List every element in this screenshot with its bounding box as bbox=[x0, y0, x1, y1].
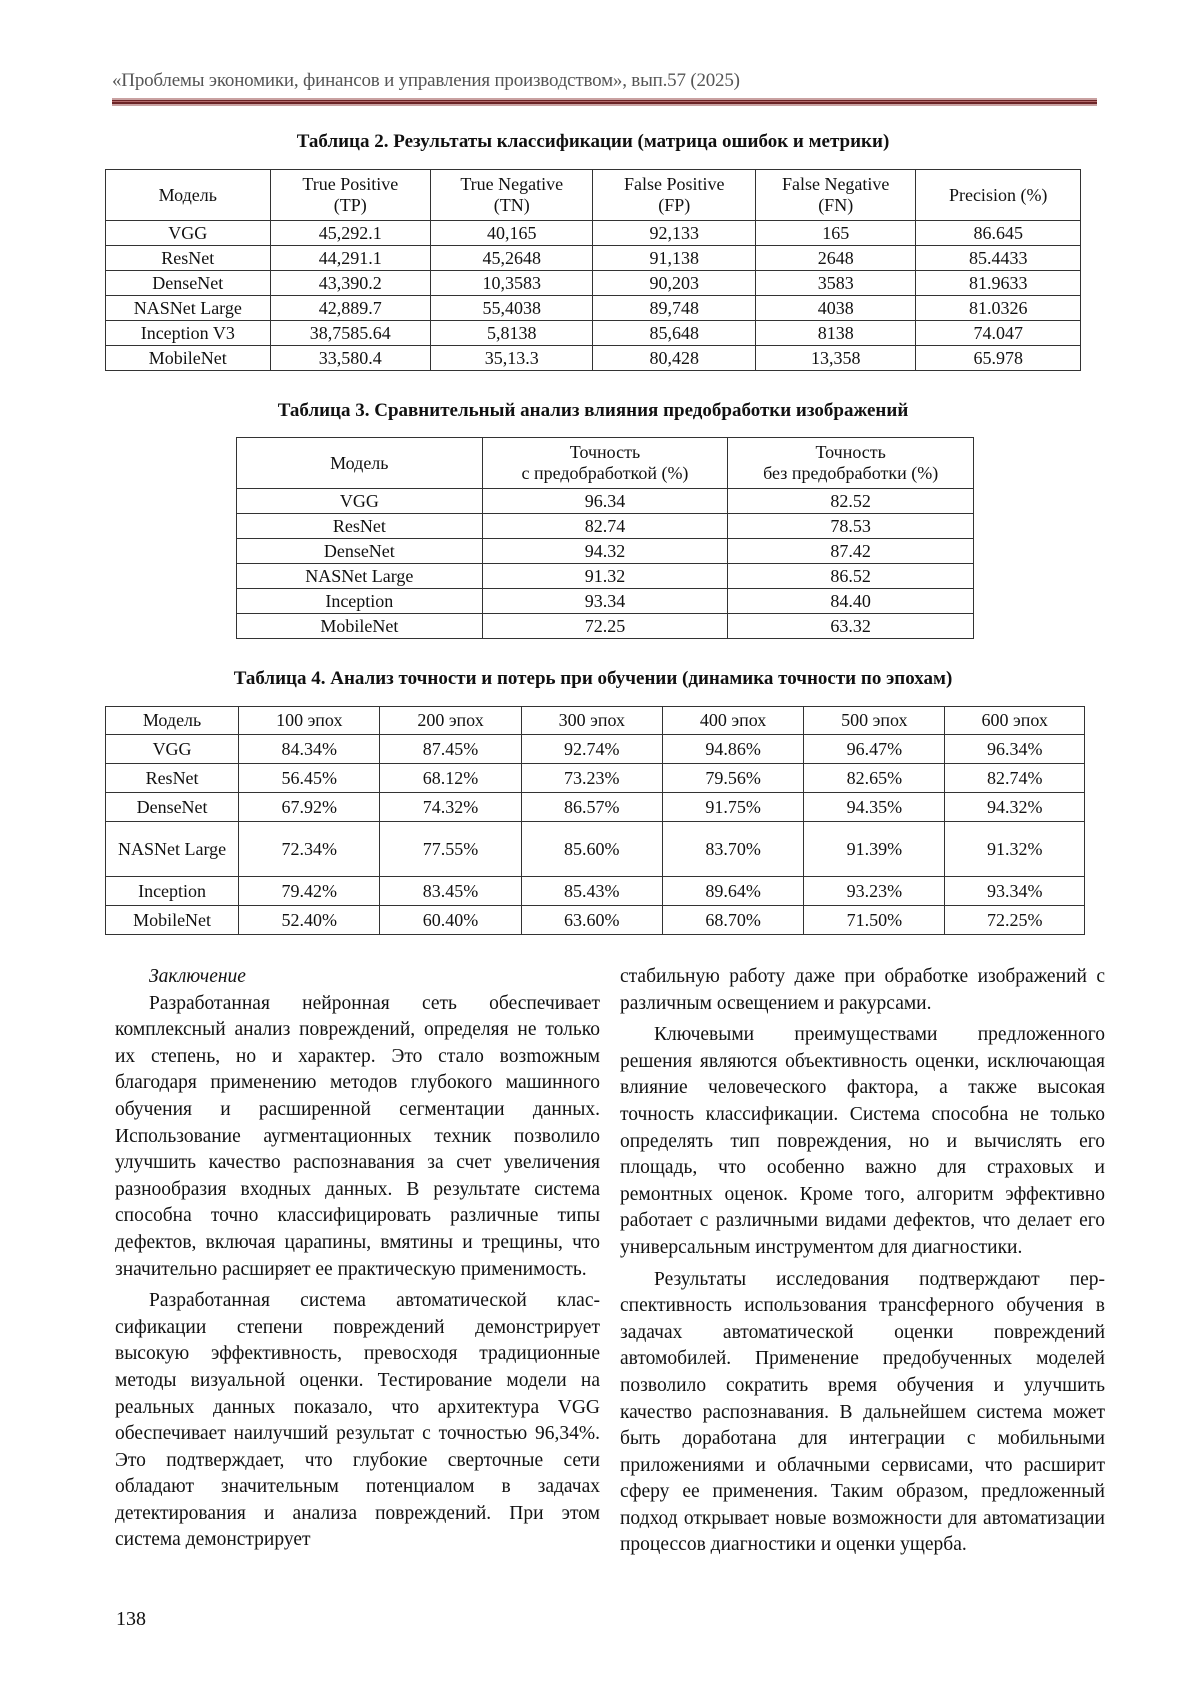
value-cell: 72.25 bbox=[482, 614, 728, 639]
value-cell: 90,203 bbox=[593, 271, 756, 296]
value-cell: 85.60% bbox=[521, 822, 662, 877]
value-cell: 45,2648 bbox=[430, 246, 593, 271]
value-cell: 80,428 bbox=[593, 346, 756, 371]
model-name-cell: NASNet Large bbox=[106, 296, 271, 321]
page-number: 138 bbox=[116, 1608, 146, 1630]
value-cell: 87.42 bbox=[728, 539, 974, 564]
column-header-line: False Positive bbox=[623, 174, 725, 194]
value-cell: 35,13.3 bbox=[430, 346, 593, 371]
model-name-cell: DenseNet bbox=[106, 271, 271, 296]
value-cell: 79.56% bbox=[662, 764, 803, 793]
header-rule bbox=[112, 98, 1097, 106]
column-header bbox=[755, 170, 915, 221]
value-cell: 43,390.2 bbox=[270, 271, 430, 296]
paragraph: Разработанная нейронная сеть обеспечивает комплексный анализ повреждений, определяя не только их степень, но и характер. Это стало возmожным благодаря применению методов глубокого машинного обучения и расширенной сегментации данных. Использование аугментационных техник позволило улучшить качество распознавания за счет увеличения разнообразия входных данных. В результате система способна точно классифицировать различные типы дефектов, включая царапины, вмятины и трещины, что значительно расширяет ее практическую применимость. bbox=[115, 992, 600, 1280]
value-cell: 33,580.4 bbox=[270, 346, 430, 371]
value-cell: 94.35% bbox=[804, 793, 945, 822]
left-column bbox=[115, 964, 600, 1554]
value-cell: 92.74% bbox=[521, 735, 662, 764]
table2-header-row bbox=[106, 170, 1081, 221]
column-header-line: (TN) bbox=[493, 195, 530, 215]
column-header bbox=[593, 170, 756, 221]
table3-caption: Таблица 3. Сравнительный анализ влияния предобработки изображений bbox=[277, 400, 909, 421]
table-row bbox=[237, 589, 974, 614]
value-cell: 5,8138 bbox=[430, 321, 593, 346]
column-header-line: Модель bbox=[330, 452, 389, 473]
column-header: 500 эпох bbox=[804, 707, 945, 735]
journal-title: «Проблемы экономики, финансов и управления производством», вып.57 (2025) bbox=[112, 70, 740, 91]
value-cell: 91.75% bbox=[662, 793, 803, 822]
value-cell: 82.65% bbox=[804, 764, 945, 793]
table-row bbox=[106, 877, 1085, 906]
value-cell: 68.70% bbox=[662, 906, 803, 935]
value-cell: 92,133 bbox=[593, 221, 756, 246]
table4-caption: Таблица 4. Анализ точности и потерь при обучении (динамика точности по эпохам) bbox=[233, 668, 953, 689]
value-cell: 77.55% bbox=[380, 822, 521, 877]
column-header bbox=[237, 438, 483, 489]
table2-caption: Таблица 2. Результаты классификации (матрица ошибок и метрики) bbox=[296, 131, 890, 152]
value-cell: 91,138 bbox=[593, 246, 756, 271]
running-header bbox=[112, 70, 1097, 106]
table3-preprocessing-comparison bbox=[236, 437, 974, 639]
value-cell: 165 bbox=[755, 221, 915, 246]
table-row bbox=[106, 346, 1081, 371]
value-cell: 94.32 bbox=[482, 539, 728, 564]
value-cell: 42,889.7 bbox=[270, 296, 430, 321]
value-cell: 2648 bbox=[755, 246, 915, 271]
value-cell: 91.39% bbox=[804, 822, 945, 877]
value-cell: 86.52 bbox=[728, 564, 974, 589]
value-cell: 78.53 bbox=[728, 514, 974, 539]
model-name-cell: MobileNet bbox=[106, 346, 271, 371]
model-name-cell: Inception bbox=[237, 589, 483, 614]
table2-body bbox=[106, 221, 1081, 371]
value-cell: 74.047 bbox=[916, 321, 1081, 346]
value-cell: 96.34% bbox=[945, 735, 1085, 764]
column-header bbox=[728, 438, 974, 489]
column-header bbox=[430, 170, 593, 221]
value-cell: 8138 bbox=[755, 321, 915, 346]
column-header bbox=[270, 170, 430, 221]
value-cell: 13,358 bbox=[755, 346, 915, 371]
table2-classification-results bbox=[105, 169, 1081, 371]
value-cell: 91.32 bbox=[482, 564, 728, 589]
value-cell: 45,292.1 bbox=[270, 221, 430, 246]
value-cell: 85.4433 bbox=[916, 246, 1081, 271]
model-name-cell: DenseNet bbox=[237, 539, 483, 564]
value-cell: 86.645 bbox=[916, 221, 1081, 246]
model-name-cell: VGG bbox=[237, 489, 483, 514]
value-cell: 68.12% bbox=[380, 764, 521, 793]
column-header-line: (FP) bbox=[658, 195, 691, 215]
value-cell: 52.40% bbox=[239, 906, 380, 935]
model-name-cell: VGG bbox=[106, 221, 271, 246]
table-row bbox=[237, 514, 974, 539]
value-cell: 55,4038 bbox=[430, 296, 593, 321]
right-column bbox=[620, 964, 1105, 1559]
column-header bbox=[916, 170, 1081, 221]
column-header bbox=[482, 438, 728, 489]
value-cell: 63.60% bbox=[521, 906, 662, 935]
column-header-line: без предобработки (%) bbox=[763, 463, 939, 483]
value-cell: 87.45% bbox=[380, 735, 521, 764]
model-name-cell: DenseNet bbox=[106, 793, 239, 822]
value-cell: 63.32 bbox=[728, 614, 974, 639]
column-header-line: (FN) bbox=[818, 195, 854, 215]
value-cell: 94.32% bbox=[945, 793, 1085, 822]
value-cell: 83.70% bbox=[662, 822, 803, 877]
column-header: 300 эпох bbox=[521, 707, 662, 735]
value-cell: 71.50% bbox=[804, 906, 945, 935]
value-cell: 86.57% bbox=[521, 793, 662, 822]
value-cell: 10,3583 bbox=[430, 271, 593, 296]
value-cell: 84.40 bbox=[728, 589, 974, 614]
model-name-cell: MobileNet bbox=[106, 906, 239, 935]
value-cell: 93.34 bbox=[482, 589, 728, 614]
table-row bbox=[106, 296, 1081, 321]
value-cell: 79.42% bbox=[239, 877, 380, 906]
table-row bbox=[106, 906, 1085, 935]
table3-header-row bbox=[237, 438, 974, 489]
value-cell: 73.23% bbox=[521, 764, 662, 793]
value-cell: 38,7585.64 bbox=[270, 321, 430, 346]
value-cell: 44,291.1 bbox=[270, 246, 430, 271]
table-row bbox=[237, 489, 974, 514]
value-cell: 91.32% bbox=[945, 822, 1085, 877]
table4-header-row bbox=[106, 707, 1085, 735]
value-cell: 85,648 bbox=[593, 321, 756, 346]
value-cell: 89,748 bbox=[593, 296, 756, 321]
value-cell: 72.34% bbox=[239, 822, 380, 877]
value-cell: 93.34% bbox=[945, 877, 1085, 906]
table-row bbox=[237, 614, 974, 639]
paragraph: Ключевыми преимуществами предложенного решения являются объективность оценки, исключающая влияние человеческого фактора, а также высокая точность классификации. Система способна не только определять тип повреждения, но и вычислять его площадь, что особенно важно для страховых и ремонтных оценок. Кроме того, алгоритм эффективно работает с различными видами дефектов, что делает его универсальным инструментом для диагностики. bbox=[620, 1024, 1105, 1258]
value-cell: 4038 bbox=[755, 296, 915, 321]
paragraph: Результаты исследования подтверждают перспективность использования трансферного обучения в задачах автоматической оценки повреждений автомобилей. Применение предобученных моделей позволило сократить время обучения и улучшить качество распознавания. В дальнейшем система может быть доработана для интеграции с мобильными приложениями и облачными сервисами, что расширит сферу ее применения. Таким образом, предложенный подход открывает новые возможности для автоматизации процессов диагностики и оценки ущерба. bbox=[620, 1268, 1105, 1556]
value-cell: 83.45% bbox=[380, 877, 521, 906]
value-cell: 82.52 bbox=[728, 489, 974, 514]
value-cell: 56.45% bbox=[239, 764, 380, 793]
table-row bbox=[106, 764, 1085, 793]
table-row bbox=[106, 822, 1085, 877]
model-name-cell: ResNet bbox=[106, 246, 271, 271]
column-header: Модель bbox=[106, 707, 239, 735]
model-name-cell: MobileNet bbox=[237, 614, 483, 639]
section-heading-conclusion: Заключение bbox=[149, 966, 246, 987]
model-name-cell: NASNet Large bbox=[237, 564, 483, 589]
column-header-line: True Negative bbox=[460, 174, 564, 194]
model-name-cell: Inception bbox=[106, 877, 239, 906]
table-row bbox=[106, 246, 1081, 271]
value-cell: 81.9633 bbox=[916, 271, 1081, 296]
model-name-cell: NASNet Large bbox=[106, 822, 239, 877]
value-cell: 67.92% bbox=[239, 793, 380, 822]
model-name-cell: Inception V3 bbox=[106, 321, 271, 346]
value-cell: 96.47% bbox=[804, 735, 945, 764]
value-cell: 96.34 bbox=[482, 489, 728, 514]
value-cell: 40,165 bbox=[430, 221, 593, 246]
column-header-line: (TP) bbox=[333, 195, 367, 215]
column-header-line: с предобработкой (%) bbox=[521, 463, 689, 483]
table4-body bbox=[106, 735, 1085, 935]
value-cell: 72.25% bbox=[945, 906, 1085, 935]
table-row bbox=[106, 271, 1081, 296]
model-name-cell: ResNet bbox=[237, 514, 483, 539]
value-cell: 81.0326 bbox=[916, 296, 1081, 321]
value-cell: 85.43% bbox=[521, 877, 662, 906]
table-row bbox=[237, 539, 974, 564]
column-header-line: Точность bbox=[815, 442, 886, 462]
column-header: 400 эпох bbox=[662, 707, 803, 735]
model-name-cell: VGG bbox=[106, 735, 239, 764]
column-header-line: Precision (%) bbox=[948, 184, 1048, 205]
table3-body bbox=[237, 489, 974, 639]
value-cell: 3583 bbox=[755, 271, 915, 296]
table-row bbox=[237, 564, 974, 589]
value-cell: 65.978 bbox=[916, 346, 1081, 371]
value-cell: 89.64% bbox=[662, 877, 803, 906]
paragraph-continuation: стабильную работу даже при обработке изображений с различным освещением и ракурсами. bbox=[620, 966, 1105, 1014]
value-cell: 94.86% bbox=[662, 735, 803, 764]
column-header-line: Точность bbox=[569, 442, 641, 462]
table-row bbox=[106, 221, 1081, 246]
table-row bbox=[106, 735, 1085, 764]
value-cell: 82.74 bbox=[482, 514, 728, 539]
paragraph: Разработанная система автоматической классификации степени повреждений демонстрирует высокую эффективность, превосходя традиционные методы визуальной оценки. Тестирование модели на реальных данных показало, что архитектура VGG обеспечивает наилучший результат с точностью 96,34%. Это подтверждает, что глубокие сверточные сети обладают значительным потенциалом в задачах детектирования и анализа повреждений. При этом система демонстрирует bbox=[115, 1290, 600, 1551]
model-name-cell: ResNet bbox=[106, 764, 239, 793]
value-cell: 60.40% bbox=[380, 906, 521, 935]
value-cell: 74.32% bbox=[380, 793, 521, 822]
column-header-line: True Positive bbox=[302, 174, 399, 194]
value-cell: 84.34% bbox=[239, 735, 380, 764]
table-row bbox=[106, 321, 1081, 346]
table4-accuracy-by-epoch bbox=[105, 706, 1085, 935]
value-cell: 82.74% bbox=[945, 764, 1085, 793]
column-header: 100 эпох bbox=[239, 707, 380, 735]
column-header-line: Модель bbox=[158, 184, 217, 205]
column-header: 600 эпох bbox=[945, 707, 1085, 735]
table-row bbox=[106, 793, 1085, 822]
value-cell: 93.23% bbox=[804, 877, 945, 906]
column-header bbox=[106, 170, 271, 221]
column-header: 200 эпох bbox=[380, 707, 521, 735]
column-header-line: False Negative bbox=[781, 174, 890, 194]
